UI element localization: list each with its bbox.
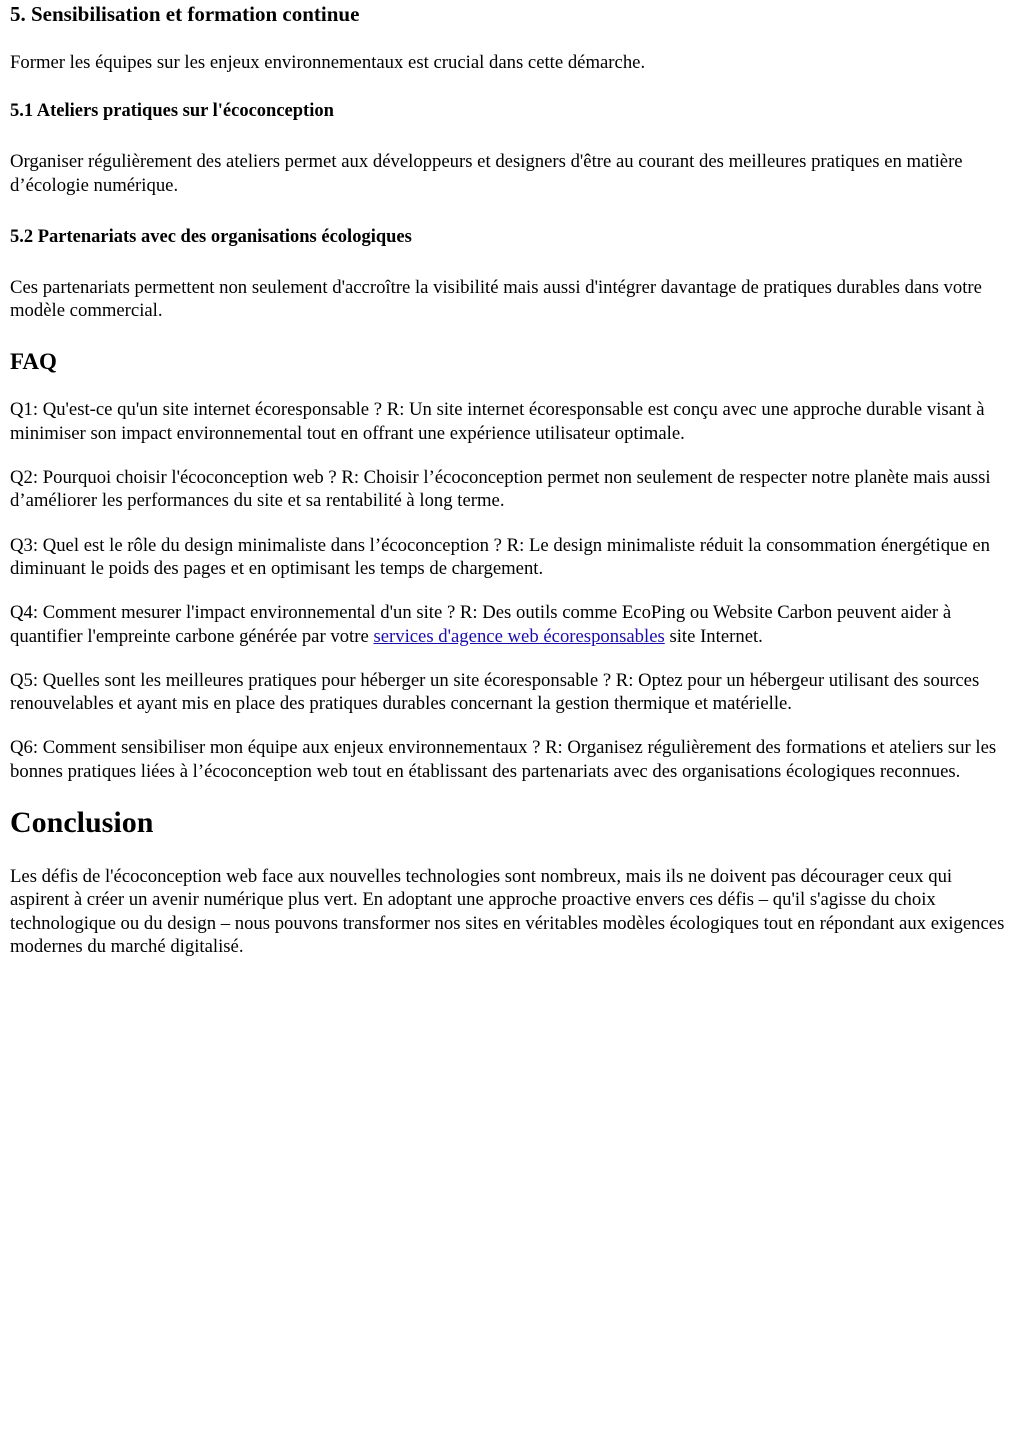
section-5-1-text: Organiser régulièrement des ateliers permet aux développeurs et designers d'être au courant des meilleures pratiques en matière d’écologie numérique. xyxy=(10,151,963,196)
faq-q1: Q1: Qu'est-ce qu'un site internet écoresponsable ? R: Un site internet écoresponsable est conçu avec une approche durable visant à minimiser son impact environnemental tout en offrant une expérience utilisateur optimale. xyxy=(10,399,985,444)
faq-q3: Q3: Quel est le rôle du design minimaliste dans l’écoconception ? R: Le design minimaliste réduit la consommation énergétique en diminuant le poids des pages et en optimisant les temps de chargement. xyxy=(10,534,990,579)
section-5-1-heading: 5.1 Ateliers pratiques sur l'écoconception xyxy=(10,101,334,122)
faq-q4-text-before: Q4: Comment mesurer l'impact environnemental d'un site ? R: Des outils comme EcoPing ou Website Carbon peuvent aider à quantifier l'empreinte carbone générée par votre xyxy=(10,602,952,647)
agency-services-link[interactable]: services d'agence web écoresponsables xyxy=(373,625,665,647)
section-5-intro: Former les équipes sur les enjeux environnementaux est crucial dans cette démarche. xyxy=(10,52,646,73)
faq-q2: Q2: Pourquoi choisir l'écoconception web ? R: Choisir l’écoconception permet non seulement de respecter notre planète mais aussi d’améliorer les performances du site et sa rentabilité à long terme. xyxy=(10,467,991,512)
faq-heading: FAQ xyxy=(10,349,57,375)
faq-q4 xyxy=(10,601,1014,648)
conclusion-heading: Conclusion xyxy=(10,806,154,840)
faq-q6: Q6: Comment sensibiliser mon équipe aux enjeux environnementaux ? R: Organisez régulièrement des formations et ateliers sur les bonnes pratiques liées à l’écoconception web tout en établissant des partenariats avec des organisations écologiques reconnues. xyxy=(10,737,997,782)
section-5-2-heading: 5.2 Partenariats avec des organisations écologiques xyxy=(10,226,412,247)
faq-q5: Q5: Quelles sont les meilleures pratiques pour héberger un site écoresponsable ? R: Optez pour un hébergeur utilisant des sources renouvelables et ayant mis en place des pratiques durables concernant la gestion thermique et matérielle. xyxy=(10,669,980,715)
conclusion-text: Les défis de l'écoconception web face aux nouvelles technologies sont nombreux, mais ils ne doivent pas décourager ceux qui aspirent à créer un avenir numérique plus vert. En adoptant une approche proactive envers ces défis – qu'il s'agisse du choix technologique ou du design – nous pouvons transformer nos sites en véritables modèles écologiques tout en répondant aux exigences modernes du marché digitalisé. xyxy=(10,866,1005,957)
section-5-heading: 5. Sensibilisation et formation continue xyxy=(10,2,360,26)
faq-q4-text-after: site Internet. xyxy=(664,625,763,647)
section-5-2-text: Ces partenariats permettent non seulement d'accroître la visibilité mais aussi d'intégrer davantage de pratiques durables dans votre modèle commercial. xyxy=(10,276,982,322)
